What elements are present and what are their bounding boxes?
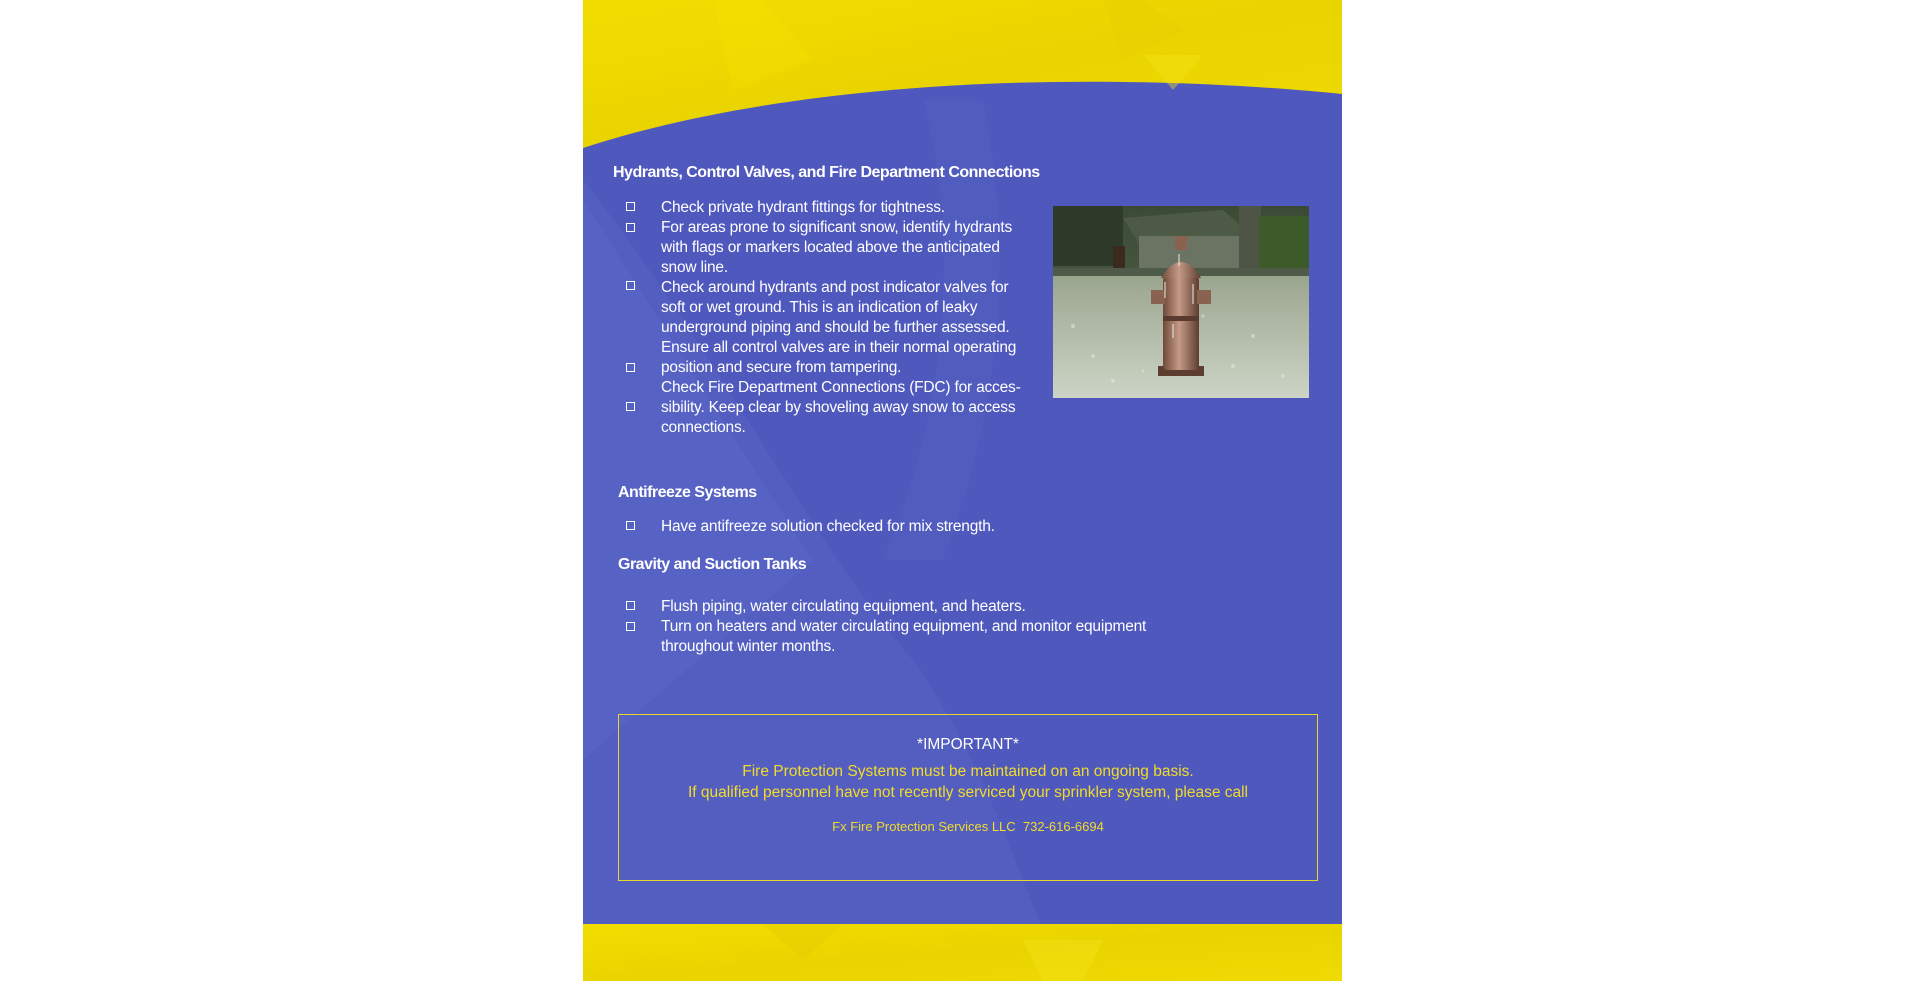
antifreeze-section-title: Antifreeze Systems — [618, 484, 757, 501]
fdc-check-text: Check Fire Department Connections (FDC) for acces- sibility. Keep clear by shoveling away snow to access connections. — [661, 379, 1021, 436]
control-valves-text: Ensure all control valves are in their normal operating position and secure from tampering. — [661, 339, 1017, 376]
flyer-page — [583, 0, 1342, 981]
tanks-section-title: Gravity and Suction Tanks — [618, 556, 807, 573]
important-line-service: If qualified personnel have not recently serviced your sprinkler system, please call — [688, 784, 1248, 801]
hydrant-markers-checkbox[interactable] — [626, 223, 635, 232]
flush-piping-checkbox[interactable] — [626, 601, 635, 610]
hydrants-section-title: Hydrants, Control Valves, and Fire Department Connections — [613, 164, 1040, 181]
hydrant-fittings-text: Check private hydrant fittings for tightness. — [661, 199, 945, 216]
important-heading: *IMPORTANT* — [917, 736, 1019, 753]
ground-check-checkbox[interactable] — [626, 281, 635, 290]
ground-check-text: Check around hydrants and post indicator valves for soft or wet ground. This is an indication of leaky underground piping and should be further assessed. — [661, 279, 1010, 336]
heaters-on-checkbox[interactable] — [626, 622, 635, 631]
important-line-maintenance: Fire Protection Systems must be maintained on an ongoing basis. — [742, 763, 1194, 780]
control-valves-checkbox[interactable] — [626, 363, 635, 372]
heaters-on-text: Turn on heaters and water circulating equipment, and monitor equipment throughout winter months. — [661, 618, 1147, 655]
fdc-check-checkbox[interactable] — [626, 402, 635, 411]
antifreeze-mix-checkbox[interactable] — [626, 521, 635, 530]
bottom-yellow-band — [583, 924, 1342, 981]
important-notice-box — [618, 714, 1318, 881]
frosted-hydrant-photo — [1053, 206, 1309, 398]
hydrant-fittings-checkbox[interactable] — [626, 202, 635, 211]
company-contact: Fx Fire Protection Services LLC 732-616-6694 — [832, 819, 1104, 834]
flush-piping-text: Flush piping, water circulating equipment, and heaters. — [661, 598, 1026, 615]
antifreeze-mix-text: Have antifreeze solution checked for mix strength. — [661, 518, 995, 535]
hydrant-markers-text: For areas prone to significant snow, identify hydrants with flags or markers located above the anticipated snow line. — [661, 219, 1013, 276]
